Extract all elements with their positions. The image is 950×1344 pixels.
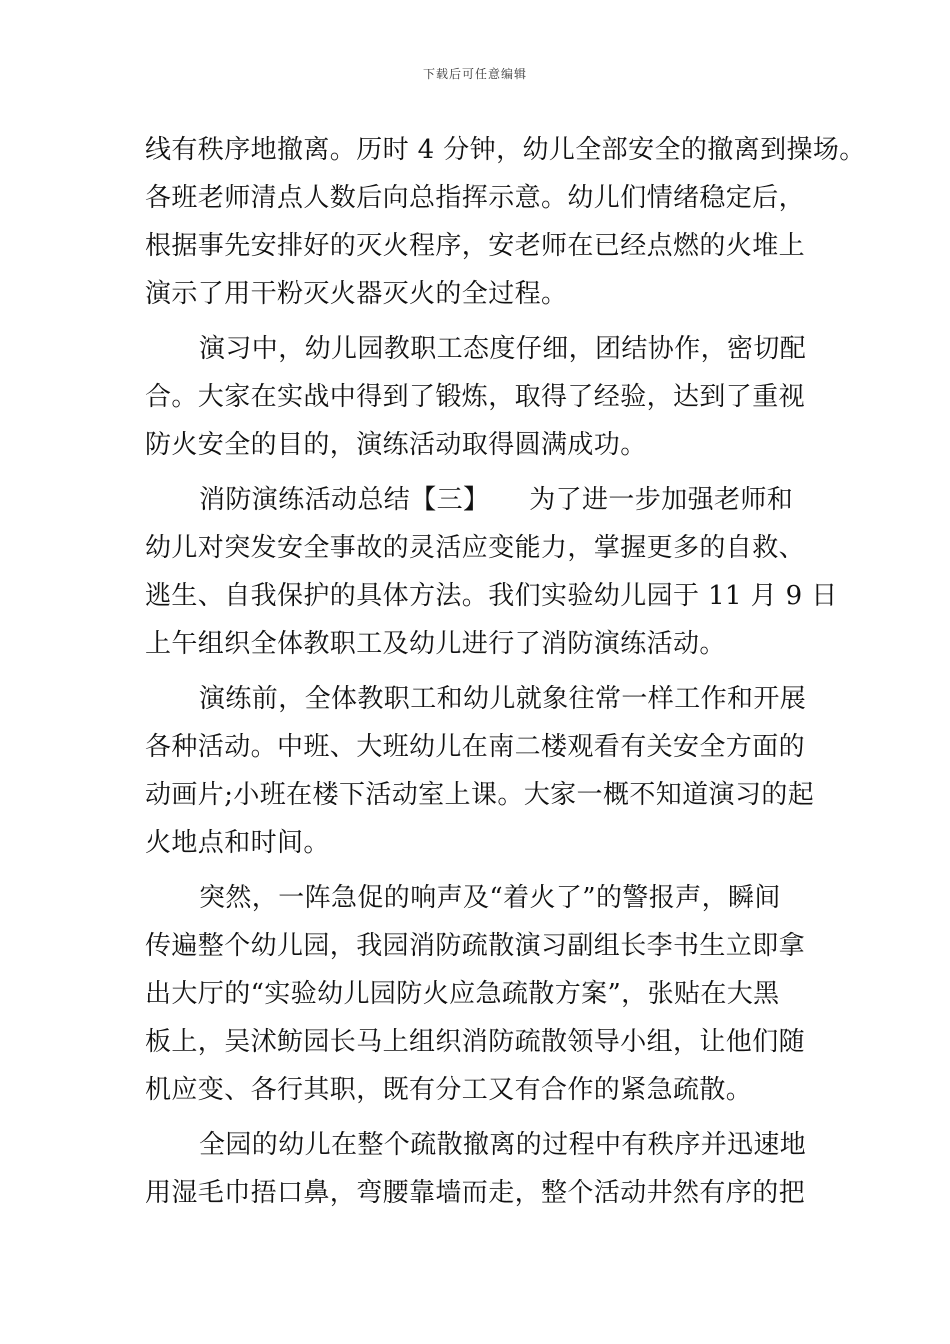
text-line: 火地点和时间。 <box>145 828 330 858</box>
text-line: 动画片;小班在楼下活动室上课。大家一概不知道演习的起 <box>145 780 815 810</box>
paragraph <box>145 476 838 668</box>
document-body <box>145 126 866 1217</box>
section-heading-line: 消防演练活动总结【三】 为了进一步加强老师和 <box>199 485 794 515</box>
text-line: 防火安全的目的，演练活动取得圆满成功。 <box>145 430 647 460</box>
text-line: 全园的幼儿在整个疏散撤离的过程中有秩序并迅速地 <box>199 1130 807 1160</box>
paragraph <box>145 675 815 867</box>
paragraph <box>145 325 810 469</box>
text-line: 演示了用干粉灭火器灭火的全过程。 <box>145 279 568 309</box>
text-line: 线有秩序地撤离。历时 4 分钟，幼儿全部安全的撤离到操场。 <box>145 135 866 165</box>
text-line: 演练前，全体教职工和幼儿就象往常一样工作和开展 <box>199 684 807 714</box>
paragraph <box>145 874 810 1114</box>
text-line: 演习中，幼儿园教职工态度仔细，团结协作，密切配 <box>199 334 807 364</box>
page-header: 下载后可任意编辑 <box>422 67 527 81</box>
text-line: 幼儿对突发安全事故的灵活应变能力，掌握更多的自救、 <box>145 533 806 563</box>
text-line: 出大厅的“实验幼儿园防火应急疏散方案”，张贴在大黑 <box>145 979 780 1009</box>
paragraph <box>145 1121 810 1217</box>
text-line: 合。大家在实战中得到了锻炼，取得了经验，达到了重视 <box>145 382 806 412</box>
text-line: 各班老师清点人数后向总指挥示意。幼儿们情绪稳定后， <box>145 183 806 213</box>
text-line: 用湿毛巾捂口鼻，弯腰靠墙而走，整个活动井然有序的把 <box>145 1178 806 1208</box>
text-line: 上午组织全体教职工及幼儿进行了消防演练活动。 <box>145 629 726 659</box>
text-line: 机应变、各行其职，既有分工又有合作的紧急疏散。 <box>145 1075 753 1105</box>
text-line: 各种活动。中班、大班幼儿在南二楼观看有关安全方面的 <box>145 732 806 762</box>
text-line: 逃生、自我保护的具体方法。我们实验幼儿园于 11 月 9 日 <box>145 581 838 611</box>
paragraph <box>145 126 866 318</box>
text-line: 突然，一阵急促的响声及“着火了”的警报声，瞬间 <box>199 883 781 913</box>
text-line: 传遍整个幼儿园，我园消防疏散演习副组长李书生立即拿 <box>145 931 806 961</box>
text-line: 板上，吴沭鲂园长马上组织消防疏散领导小组，让他们随 <box>145 1027 806 1057</box>
text-line: 根据事先安排好的灭火程序，安老师在已经点燃的火堆上 <box>145 231 806 261</box>
